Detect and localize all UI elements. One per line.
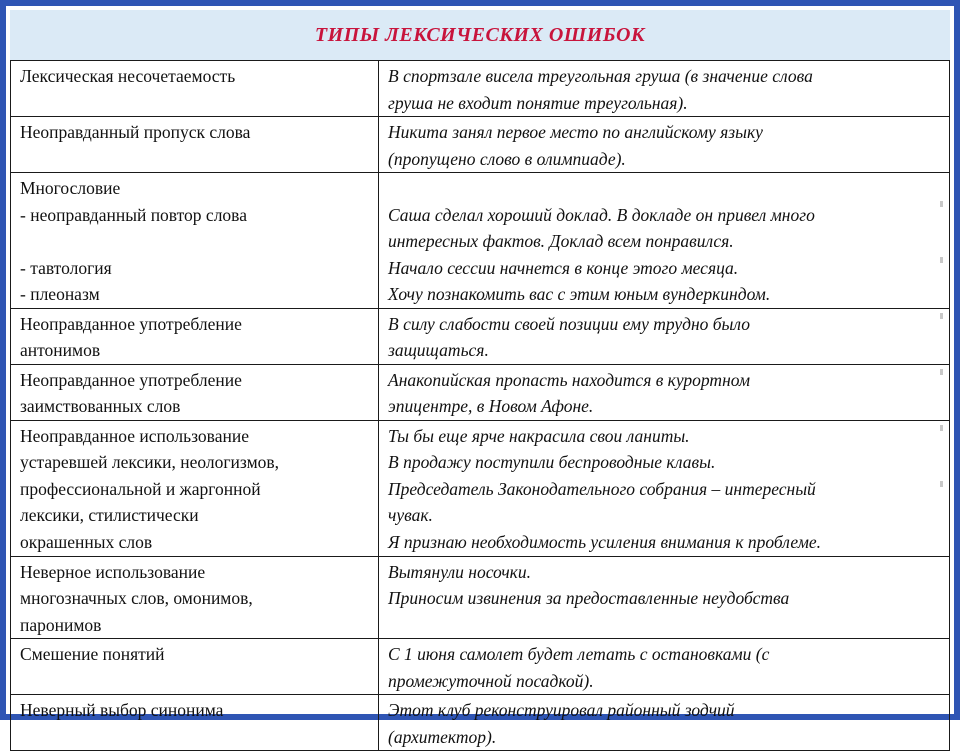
example-cell [379,695,950,751]
table-row [11,556,950,639]
table-row [11,420,950,556]
example-line: Саша сделал хороший доклад. В докладе он привел много [388,204,815,225]
example-line: интересных фактов. Доклад всем понравился. [388,231,734,251]
error-type-line: лексики, стилистически [20,505,199,525]
example-line: (архитектор). [388,726,497,747]
error-type-line: Смешение понятий [20,644,165,664]
example-cell [379,364,950,420]
table-row [11,364,950,420]
error-type-line: Многословие [20,178,121,198]
error-type-cell [11,639,379,695]
error-type-line: окрашенных слов [20,531,153,552]
example-line: Председатель Законодательного собрания – интересный [388,478,816,499]
error-type-cell [11,308,379,364]
error-type-line: Неоправданное употребление [20,313,242,334]
error-type-line: Неоправданный пропуск слова [20,122,251,142]
error-type-cell [11,61,379,117]
title-band [10,10,950,60]
example-cell [379,61,950,117]
error-type-line: Неоправданное использование [20,425,249,446]
error-type-line: - тавтология [20,257,112,278]
example-line: В спортзале висела треугольная груша (в значение слова [388,66,813,86]
error-type-line: Неоправданное употребление [20,369,242,390]
example-line [388,175,941,202]
error-type-line: устаревшей лексики, неологизмов, [20,452,280,472]
example-line: эпицентре, в Новом Афоне. [388,396,594,416]
error-type-line: антонимов [20,340,101,360]
table-row [11,61,950,117]
example-line: Хочу познакомить вас с этим юным вундеркиндом. [388,284,771,304]
example-cell [379,308,950,364]
example-line: чувак. [388,505,433,525]
lexical-errors-table [10,60,950,751]
example-line: груша не входит понятие треугольная). [388,92,688,113]
example-line: В силу слабости своей позиции ему трудно было [388,313,751,334]
example-line: Я признаю необходимость усиления внимания к проблеме. [388,531,822,552]
slide-title: ТИПЫ ЛЕКСИЧЕСКИХ ОШИБОК [314,23,646,46]
error-type-line: заимствованных слов [20,396,181,416]
error-type-line: - неоправданный повтор слова [20,204,247,225]
example-line: Начало сессии начнется в конце этого месяца. [388,257,739,278]
error-type-line: Неверное использование [20,561,206,582]
example-line: Анакопийская пропасть находится в курортном [388,369,750,390]
example-line: промежуточной посадкой). [388,670,594,691]
example-line: Приносим извинения за предоставленные неудобства [388,588,790,608]
example-line: С 1 июня самолет будет летать с остановками (с [388,644,770,664]
table-row [11,695,950,751]
error-type-cell [11,695,379,751]
example-line: Никита занял первое место по английскому языку [388,122,763,142]
error-type-line: многозначных слов, омонимов, [20,588,253,608]
table-row [11,173,950,309]
error-type-cell [11,420,379,556]
example-cell [379,173,950,309]
error-type-cell [11,117,379,173]
example-cell [379,420,950,556]
scrollbar-ticks [940,201,944,537]
error-type-line: Лексическая несочетаемость [20,66,236,86]
error-type-line: - плеоназм [20,284,100,304]
table-row [11,117,950,173]
error-type-cell [11,364,379,420]
example-line: Ты бы еще ярче накрасила свои ланиты. [388,425,690,446]
table-row [11,639,950,695]
example-line: Вытянули носочки. [388,561,531,582]
error-type-line: профессиональной и жаргонной [20,478,261,499]
error-type-line [20,228,370,255]
table-row [11,308,950,364]
example-line: защищаться. [388,340,489,360]
example-cell [379,639,950,695]
example-line: (пропущено слово в олимпиаде). [388,148,626,169]
error-type-line: паронимов [20,614,102,635]
example-line: Этот клуб реконструировал районный зодчий [388,700,735,720]
error-type-cell [11,556,379,639]
example-cell [379,556,950,639]
example-cell [379,117,950,173]
example-line: В продажу поступили беспроводные клавы. [388,452,716,472]
error-type-line: Неверный выбор синонима [20,700,224,720]
error-type-cell [11,173,379,309]
